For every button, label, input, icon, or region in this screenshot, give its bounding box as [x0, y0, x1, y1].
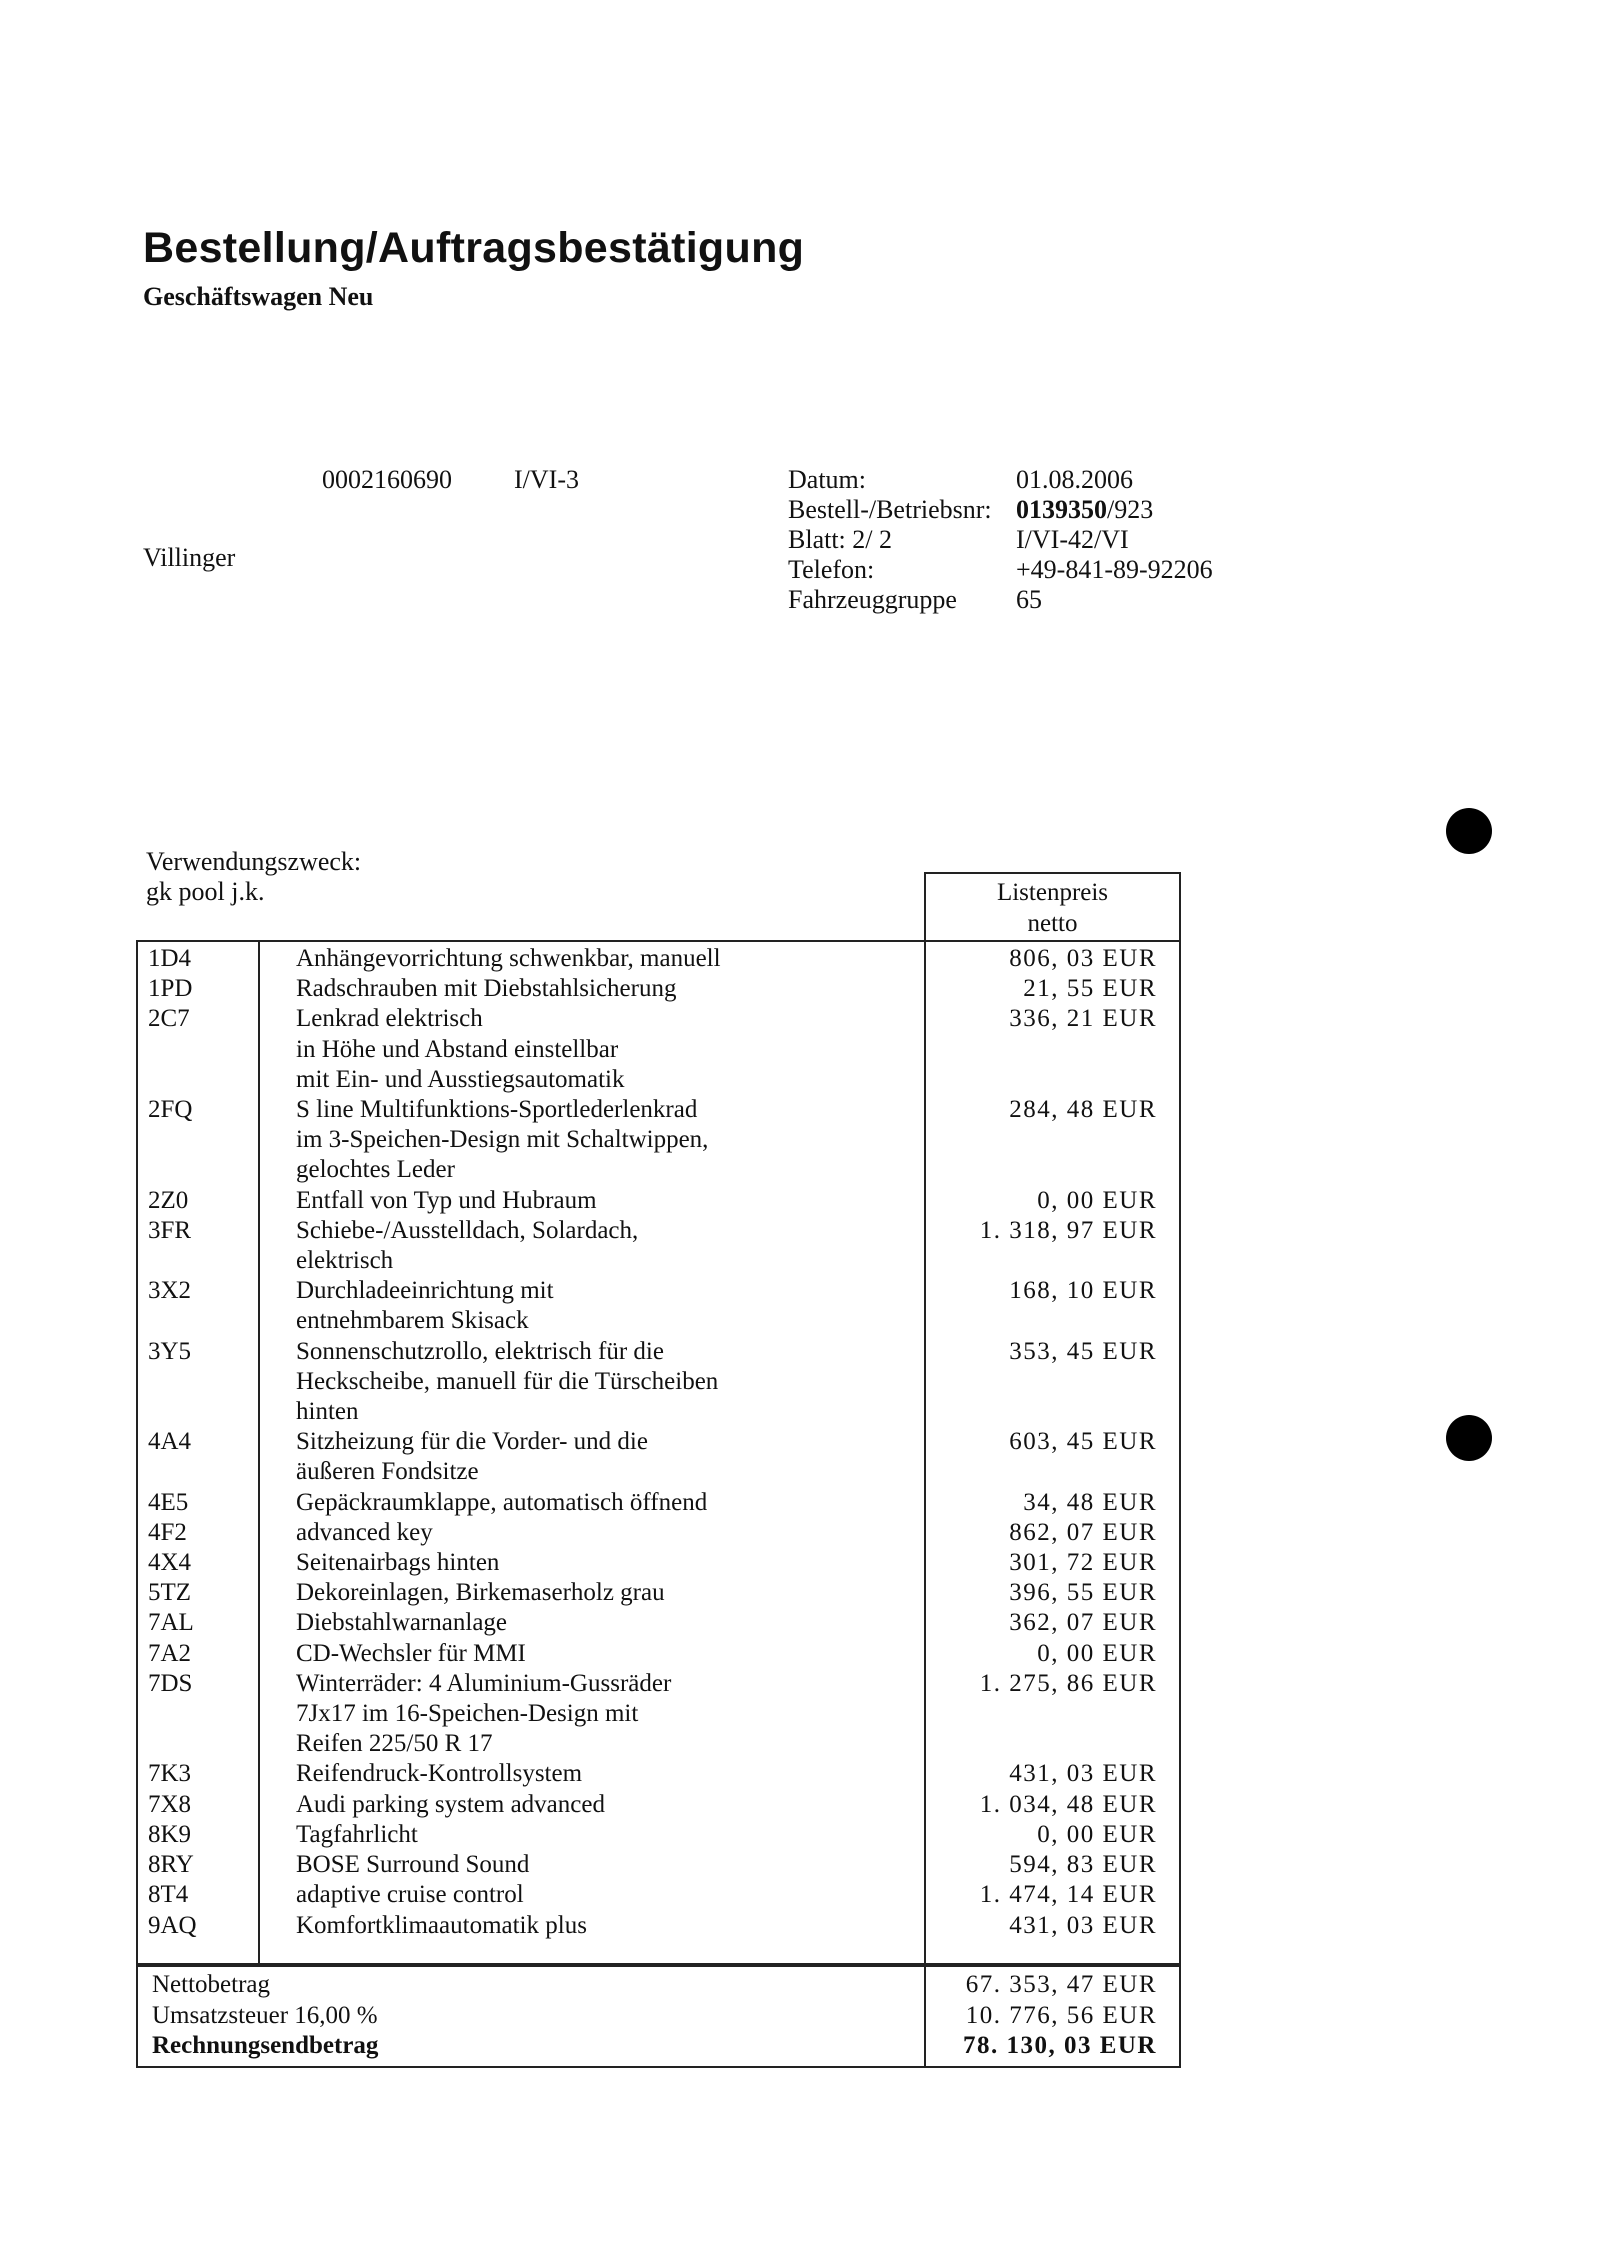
option-description — [264, 944, 924, 974]
table-row — [136, 1820, 1181, 1850]
totals-label: Nettobetrag — [152, 1971, 271, 1998]
totals-row — [136, 2001, 1181, 2032]
table-row — [136, 1548, 1181, 1578]
option-description — [264, 1608, 924, 1638]
table-row — [136, 1911, 1181, 1941]
option-description — [264, 974, 924, 1004]
info-value — [1016, 465, 1213, 495]
option-price: 0, 00 EUR — [1037, 1186, 1157, 1214]
description-line: hinten — [296, 1398, 359, 1426]
description-line: entnehmbarem Skisack — [296, 1307, 529, 1335]
table-row — [136, 1186, 1181, 1216]
option-description — [264, 1276, 924, 1336]
option-description — [264, 1548, 924, 1578]
info-label: Telefon: — [788, 555, 875, 584]
info-label: Bestell-/Betriebsnr: — [788, 495, 992, 524]
info-label: Blatt: 2/ 2 — [788, 525, 892, 554]
price-header-line-1: Listenpreis — [996, 879, 1109, 906]
totals-label: Rechnungsendbetrag — [152, 2032, 379, 2059]
punch-hole-mark — [1446, 1415, 1492, 1461]
option-description — [264, 1488, 924, 1518]
description-line: mit Ein- und Ausstiegsautomatik — [296, 1065, 625, 1093]
option-code: 2Z0 — [148, 1186, 189, 1214]
purpose-label: Verwendungszweck: — [146, 847, 362, 876]
table-row — [136, 1427, 1181, 1487]
option-description — [264, 1850, 924, 1880]
option-code: 4X4 — [148, 1549, 192, 1577]
option-description — [264, 1518, 924, 1548]
description-line: Tagfahrlicht — [296, 1820, 418, 1848]
option-price: 0, 00 EUR — [1037, 1820, 1157, 1848]
option-description — [264, 1337, 924, 1428]
info-value-text: I/VI-42/VI — [1016, 525, 1129, 554]
option-code: 7A2 — [148, 1639, 192, 1667]
option-description — [264, 1759, 924, 1789]
option-price: 862, 07 EUR — [1009, 1518, 1157, 1546]
option-price: 21, 55 EUR — [1023, 975, 1157, 1003]
option-code: 7AL — [148, 1609, 194, 1637]
info-value — [1016, 525, 1213, 555]
option-price: 431, 03 EUR — [1009, 1760, 1157, 1788]
order-number: 0002160690 — [322, 465, 452, 494]
description-line: im 3-Speichen-Design mit Schaltwippen, — [296, 1126, 709, 1154]
option-code: 4A4 — [148, 1428, 192, 1456]
description-line: adaptive cruise control — [296, 1881, 524, 1909]
description-line: Reifendruck-Kontrollsystem — [296, 1760, 583, 1788]
description-line: Gepäckraumklappe, automatisch öffnend — [296, 1488, 708, 1516]
table-row — [136, 1488, 1181, 1518]
table-row — [136, 1790, 1181, 1820]
option-description — [264, 1820, 924, 1850]
option-description — [264, 1216, 924, 1276]
description-line: Sonnenschutzrollo, elektrisch für die — [296, 1337, 664, 1365]
option-code: 7DS — [148, 1669, 193, 1697]
info-value-bold: 0139350 — [1016, 495, 1107, 524]
option-code: 7K3 — [148, 1760, 192, 1788]
option-code: 8K9 — [148, 1820, 192, 1848]
totals-row — [136, 2031, 1181, 2062]
price-header-line-2: netto — [1027, 910, 1078, 937]
punch-hole-mark — [1446, 808, 1492, 854]
description-line: gelochtes Leder — [296, 1156, 455, 1184]
table-row — [136, 1004, 1181, 1095]
option-price: 168, 10 EUR — [1009, 1277, 1157, 1305]
description-line: in Höhe und Abstand einstellbar — [296, 1035, 619, 1063]
description-line: Entfall von Typ und Hubraum — [296, 1186, 597, 1214]
customer-name: Villinger — [143, 543, 236, 572]
description-line: Winterräder: 4 Aluminium-Gussräder — [296, 1669, 672, 1697]
option-code: 7X8 — [148, 1790, 192, 1818]
description-line: advanced key — [296, 1518, 433, 1546]
option-description — [264, 1669, 924, 1760]
info-label: Datum: — [788, 465, 866, 494]
totals-table — [136, 1970, 1181, 2062]
option-price: 431, 03 EUR — [1009, 1911, 1157, 1939]
totals-label: Umsatzsteuer 16,00 % — [152, 2001, 378, 2029]
option-code: 8RY — [148, 1851, 194, 1879]
info-value-text: /923 — [1107, 495, 1154, 524]
option-price: 353, 45 EUR — [1009, 1337, 1157, 1365]
option-code: 4E5 — [148, 1488, 189, 1516]
option-price: 396, 55 EUR — [1009, 1579, 1157, 1607]
description-line: S line Multifunktions-Sportlederlenkrad — [296, 1096, 698, 1124]
document-title: Bestellung/Auftragsbestätigung — [143, 224, 805, 272]
option-price: 301, 72 EUR — [1009, 1549, 1157, 1577]
description-line: äußeren Fondsitze — [296, 1458, 479, 1486]
description-line: 7Jx17 im 16-Speichen-Design mit — [296, 1700, 639, 1728]
table-row — [136, 1850, 1181, 1880]
option-price: 362, 07 EUR — [1009, 1609, 1157, 1637]
table-row — [136, 1759, 1181, 1789]
document-subtitle: Geschäftswagen Neu — [143, 282, 374, 311]
option-price: 603, 45 EUR — [1009, 1428, 1157, 1456]
table-row — [136, 1216, 1181, 1276]
info-value — [1016, 585, 1213, 615]
option-price: 0, 00 EUR — [1037, 1639, 1157, 1667]
info-label: Fahrzeuggruppe — [788, 585, 957, 614]
info-value-text: +49-841-89-92206 — [1016, 555, 1213, 584]
option-code: 5TZ — [148, 1579, 192, 1607]
totals-value: 10. 776, 56 EUR — [965, 2001, 1157, 2029]
table-row — [136, 974, 1181, 1004]
option-price: 34, 48 EUR — [1023, 1488, 1157, 1516]
option-description — [264, 1186, 924, 1216]
description-line: Komfortklimaautomatik plus — [296, 1911, 587, 1939]
table-row — [136, 1276, 1181, 1336]
description-line: Seitenairbags hinten — [296, 1549, 500, 1577]
option-price: 806, 03 EUR — [1009, 945, 1157, 972]
table-row — [136, 1578, 1181, 1608]
option-code: 4F2 — [148, 1518, 187, 1546]
description-line: Radschrauben mit Diebstahlsicherung — [296, 975, 677, 1003]
option-description — [264, 1639, 924, 1669]
items-table — [136, 944, 1181, 1941]
description-line: BOSE Surround Sound — [296, 1851, 530, 1879]
totals-row — [136, 1970, 1181, 2001]
table-row — [136, 1095, 1181, 1186]
table-row — [136, 944, 1181, 974]
option-price: 594, 83 EUR — [1009, 1851, 1157, 1879]
info-labels — [788, 465, 992, 615]
description-line: Anhängevorrichtung schwenkbar, manuell — [296, 945, 721, 972]
table-row — [136, 1880, 1181, 1910]
option-code: 8T4 — [148, 1881, 189, 1909]
option-description — [264, 1880, 924, 1910]
option-description — [264, 1004, 924, 1095]
totals-value: 67. 353, 47 EUR — [965, 1971, 1157, 1998]
option-code: 3Y5 — [148, 1337, 192, 1365]
price-column-header — [924, 872, 1181, 940]
totals-value: 78. 130, 03 EUR — [962, 2032, 1157, 2059]
option-price: 284, 48 EUR — [1009, 1096, 1157, 1124]
option-code: 1PD — [148, 975, 193, 1003]
description-line: CD-Wechsler für MMI — [296, 1639, 526, 1667]
option-code: 2FQ — [148, 1096, 193, 1124]
option-description — [264, 1790, 924, 1820]
option-code: 2C7 — [148, 1005, 190, 1033]
info-value — [1016, 495, 1213, 525]
option-description — [264, 1911, 924, 1941]
description-line: Heckscheibe, manuell für die Türscheiben — [296, 1367, 719, 1395]
option-price: 336, 21 EUR — [1009, 1005, 1157, 1033]
order-department: I/VI-3 — [514, 465, 579, 494]
description-line: Diebstahlwarnanlage — [296, 1609, 508, 1637]
info-value-text: 65 — [1016, 585, 1042, 614]
table-row — [136, 1639, 1181, 1669]
description-line: Lenkrad elektrisch — [296, 1005, 483, 1033]
option-code: 9AQ — [148, 1911, 197, 1939]
description-line: Sitzheizung für die Vorder- und die — [296, 1428, 648, 1456]
description-line: elektrisch — [296, 1247, 394, 1275]
table-row — [136, 1669, 1181, 1760]
purpose-value: gk pool j.k. — [146, 877, 265, 906]
option-code: 3FR — [148, 1216, 192, 1244]
option-price: 1. 275, 86 EUR — [979, 1669, 1157, 1697]
option-code: 1D4 — [148, 945, 192, 972]
table-row — [136, 1337, 1181, 1428]
description-line: Durchladeeinrichtung mit — [296, 1277, 554, 1305]
info-value-text: 01.08.2006 — [1016, 465, 1133, 494]
option-price: 1. 318, 97 EUR — [979, 1216, 1157, 1244]
table-row — [136, 1608, 1181, 1638]
option-code: 3X2 — [148, 1277, 192, 1305]
option-price: 1. 034, 48 EUR — [979, 1790, 1157, 1818]
table-row — [136, 1518, 1181, 1548]
description-line: Schiebe-/Ausstelldach, Solardach, — [296, 1216, 639, 1244]
option-description — [264, 1095, 924, 1186]
option-price: 1. 474, 14 EUR — [979, 1881, 1157, 1909]
description-line: Reifen 225/50 R 17 — [296, 1730, 493, 1758]
info-value — [1016, 555, 1213, 585]
option-description — [264, 1427, 924, 1487]
description-line: Dekoreinlagen, Birkemaserholz grau — [296, 1579, 665, 1607]
info-values — [1016, 465, 1213, 615]
description-line: Audi parking system advanced — [296, 1790, 605, 1818]
option-description — [264, 1578, 924, 1608]
